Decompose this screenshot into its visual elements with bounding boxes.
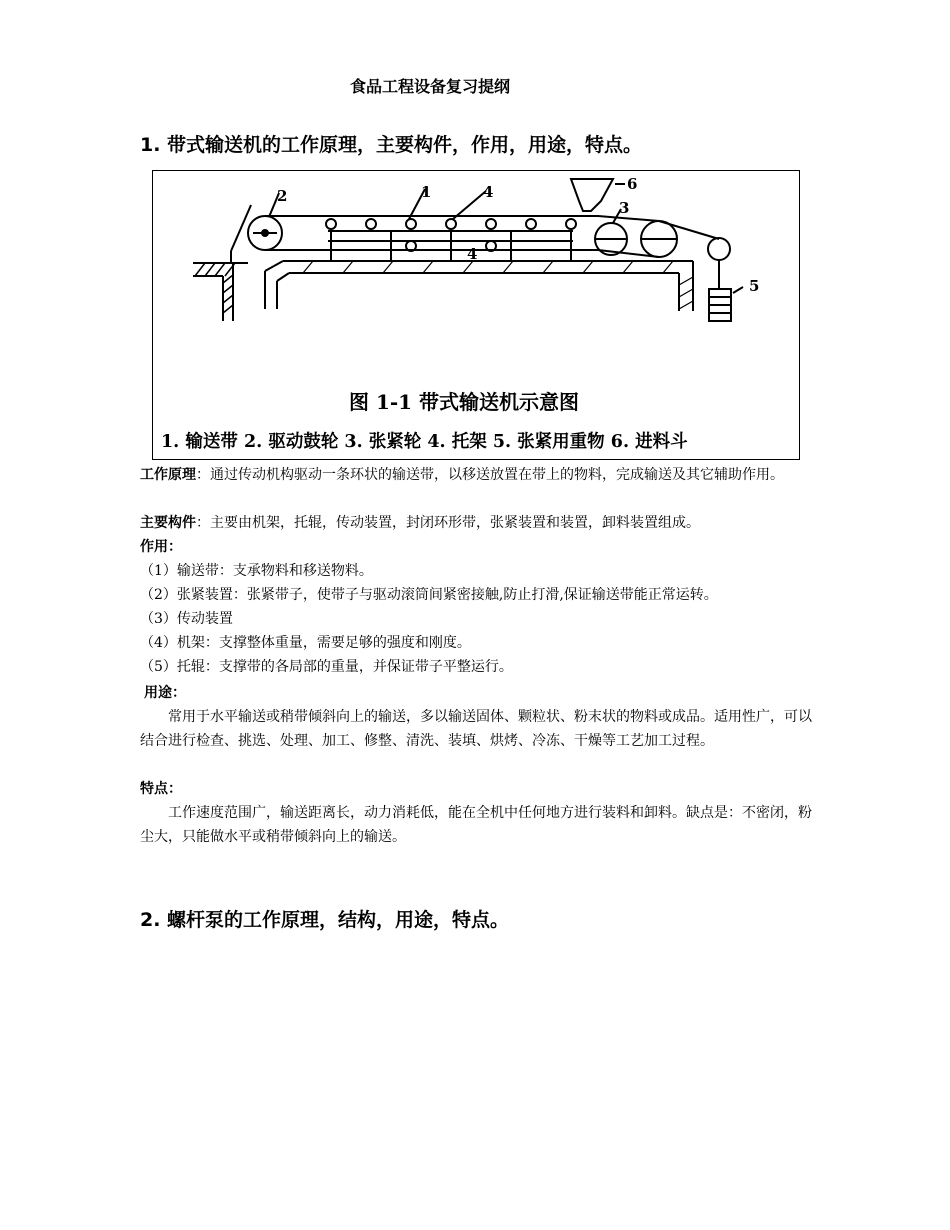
callout-3: 3 xyxy=(619,199,630,217)
idler-roller xyxy=(566,219,576,229)
function-item-2: （2）张紧装置：张紧带子，使带子与驱动滚筒间紧密接触,防止打滑,保证输送带能正常运转。 xyxy=(140,587,718,603)
feed-hopper xyxy=(571,179,613,211)
idler-roller xyxy=(366,219,376,229)
callout-1: 1 xyxy=(421,183,432,201)
idler-roller xyxy=(326,219,336,229)
section-1-heading: 1. 带式输送机的工作原理，主要构件，作用，用途，特点。 xyxy=(140,134,643,156)
figure-caption: 图 1-1 带式输送机示意图 xyxy=(349,390,580,414)
idler-roller xyxy=(406,219,416,229)
function-label: 作用： xyxy=(140,539,182,555)
idler-roller xyxy=(446,219,456,229)
floor-edge xyxy=(265,261,283,271)
usage-text: 常用于水平输送或稍带倾斜向上的输送，多以输送固体、颗粒状、粉末状的物料或成品。适用性广，可以结合进行检查、挑选、处理、加工、修整、清洗、装填、烘烤、冷冻、干燥等工艺加工过程。 xyxy=(140,709,812,749)
idler-roller xyxy=(486,219,496,229)
principle-label: 工作原理 xyxy=(140,467,196,483)
belt-conveyor-diagram xyxy=(153,171,799,459)
features-label: 特点： xyxy=(140,781,182,797)
components-text: ：主要由机架，托辊，传动装置，封闭环形带，张紧装置和装置，卸料装置组成。 xyxy=(196,515,700,531)
callout-4-lower: 4 xyxy=(467,245,478,263)
weight-pulley xyxy=(708,238,730,260)
callout-4: 4 xyxy=(483,183,494,201)
principle-paragraph xyxy=(140,463,816,487)
callout-5: 5 xyxy=(749,277,760,295)
idler-roller xyxy=(526,219,536,229)
section-2-heading: 2. 螺杆泵的工作原理，结构，用途，特点。 xyxy=(140,909,510,931)
components-label: 主要构件 xyxy=(140,515,196,531)
document-title: 食品工程设备复习提纲 xyxy=(349,77,510,96)
function-item-4: （4）机架：支撑整体重量，需要足够的强度和刚度。 xyxy=(140,635,471,651)
function-item-5: （5）托辊：支撑带的各局部的重量，并保证带子平整运行。 xyxy=(140,659,513,675)
function-item-3: （3）传动装置 xyxy=(140,611,233,627)
components-paragraph xyxy=(140,511,816,535)
features-text: 工作速度范围广，输送距离长，动力消耗低，能在全机中任何地方进行装料和卸料。缺点是：不密闭，粉尘大，只能做水平或稍带倾斜向上的输送。 xyxy=(140,805,812,845)
callout-6: 6 xyxy=(627,175,638,193)
callout-2: 2 xyxy=(277,187,288,205)
principle-text: ：通过传动机构驱动一条环状的输送带，以移送放置在带上的物料，完成输送及其它辅助作用。 xyxy=(196,467,784,483)
function-item-1: （1）输送带：支承物料和移送物料。 xyxy=(140,563,373,579)
floor-edge xyxy=(277,273,289,281)
usage-label: 用途： xyxy=(144,685,186,701)
figure-legend: 1. 输送带 2. 驱动鼓轮 3. 张紧轮 4. 托架 5. 张紧用重物 6. 进料斗 xyxy=(161,432,688,452)
conveyor-figure xyxy=(152,170,800,460)
